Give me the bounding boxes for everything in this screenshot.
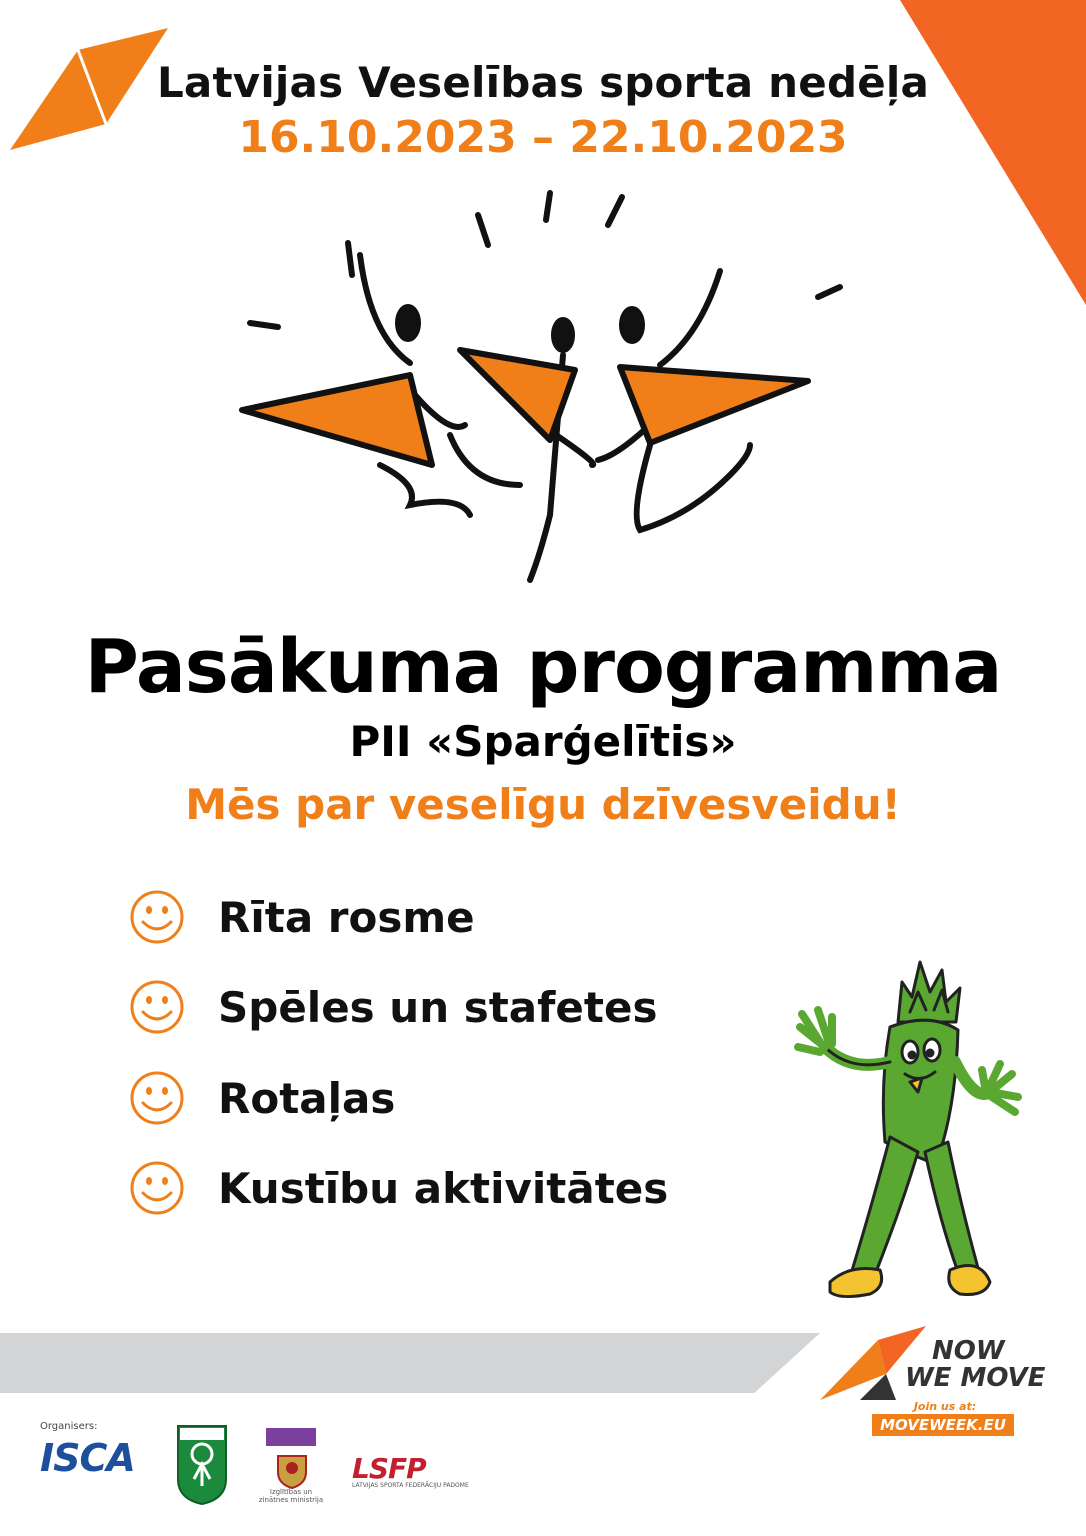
kindergarten-name: PII «Sparģelītis» bbox=[349, 717, 737, 766]
activity-item bbox=[128, 1153, 668, 1223]
event-dates: 16.10.2023 – 22.10.2023 bbox=[238, 112, 848, 163]
ministry-coat-of-arms-logo bbox=[264, 1426, 320, 1490]
footer-band bbox=[0, 1333, 820, 1393]
dancing-figures-illustration bbox=[220, 185, 860, 590]
activity-item bbox=[128, 882, 475, 952]
slogan: Mēs par veselīgu dzīvesveidu! bbox=[185, 780, 901, 829]
program-title: Pasākuma programma bbox=[84, 624, 1002, 710]
activity-label: Rotaļas bbox=[218, 1073, 396, 1123]
ltsa-shield-logo bbox=[176, 1424, 228, 1506]
organisers-label: Organisers: bbox=[40, 1421, 98, 1432]
moveweek-link[interactable]: MOVEWEEK.EU bbox=[872, 1414, 1014, 1436]
now-we-move-line2: WE MOVE bbox=[905, 1363, 1046, 1393]
activity-label: Rīta rosme bbox=[218, 892, 475, 942]
smiley-icon bbox=[128, 1069, 186, 1127]
activity-label: Kustību aktivitātes bbox=[218, 1163, 669, 1213]
now-we-move-line1: NOW bbox=[932, 1336, 1005, 1366]
event-title: Latvijas Veselības sporta nedēļa bbox=[156, 58, 930, 107]
ministry-caption: Izglītības un zinātnes ministrija bbox=[258, 1488, 324, 1504]
activity-item bbox=[128, 1063, 395, 1133]
smiley-icon bbox=[128, 1159, 186, 1217]
smiley-icon bbox=[128, 978, 186, 1036]
join-text: Join us at: bbox=[913, 1400, 977, 1413]
lsfp-caption: LATVIJAS SPORTA FEDERĀCIJU PADOME bbox=[352, 1482, 469, 1489]
asparagus-mascot bbox=[790, 952, 1025, 1302]
lsfp-logo: LSFP bbox=[352, 1452, 426, 1485]
isca-logo: ISCA bbox=[40, 1436, 135, 1480]
activity-label: Spēles un stafetes bbox=[218, 982, 658, 1032]
smiley-icon bbox=[128, 888, 186, 946]
activity-item bbox=[128, 972, 657, 1042]
